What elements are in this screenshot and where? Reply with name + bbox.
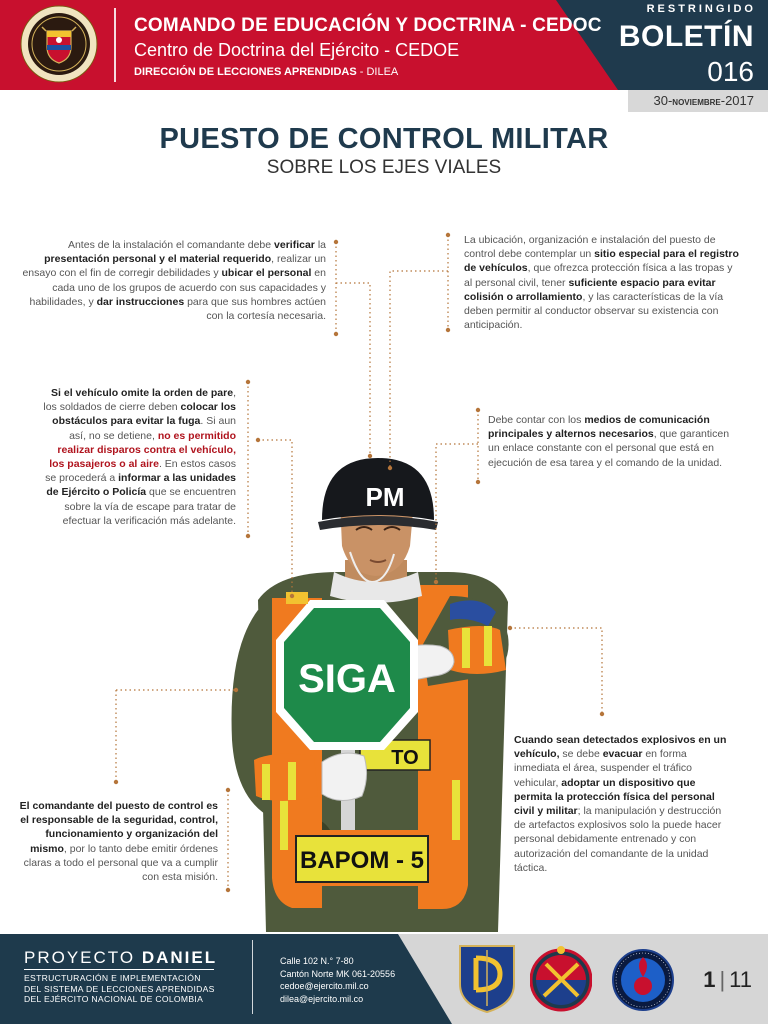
text-block-communications — [488, 413, 742, 470]
text-run: en forma inmediata el área, suspender el tráfico vehicular, — [514, 748, 693, 789]
sign-label: SIGA — [298, 657, 396, 701]
bulletin-date: 30-NOVIEMBRE-2017 — [653, 93, 754, 108]
classification-label: RESTRINGIDO — [646, 3, 756, 15]
text-run: verificar — [274, 239, 315, 251]
text-block-commander — [18, 799, 218, 884]
text-run: ubicar el personal — [221, 267, 312, 280]
text-run: adoptar un dispositivo que permita la protección física del personal civil y militar — [514, 776, 715, 818]
text-run: la — [314, 239, 326, 251]
footer-divider — [252, 940, 253, 1014]
email-link-dilea[interactable]: dilea@ejercito.mil.co — [280, 993, 364, 1004]
text-block-verification — [14, 238, 326, 323]
text-run: . En estos casos se procederá a — [45, 458, 236, 485]
text-run: Cuando sean detectados explosivos en un vehículo, — [514, 734, 727, 761]
header-title: COMANDO DE EDUCACIÓN Y DOCTRINA - CEDOC — [134, 15, 602, 36]
text-run: , realizar un ensayo con el fin de corregir debilidades y — [22, 253, 326, 280]
text-run: evacuar — [602, 748, 643, 761]
text-run: se debe — [559, 748, 603, 761]
text-run: colocar los obstáculos para evitar la fuga — [52, 401, 236, 428]
page-number: 1 | 11 — [703, 967, 752, 992]
text-run: ; la manipulación y destrucción de artefactos explosivos solo la puede hacer personal debidamente entrenado y con autorización del comandante de la unidad táctica. — [514, 805, 722, 874]
cedoe-emblem-icon — [530, 942, 592, 1014]
project-underline — [24, 969, 214, 970]
text-run: dar instrucciones — [96, 295, 185, 308]
text-run: El comandante del puesto de control es el responsable de la seguridad, control, funcionamiento y organización del mismo — [19, 800, 218, 855]
text-run: , que garanticen un enlace constante con el personal que está en ejecución de esa tarea y el comando de la unidad. — [488, 428, 730, 469]
text-run: no es permitido realizar disparos contra el vehículo, los pasajeros o al aire — [49, 429, 236, 471]
bulletin-label: BOLETÍN — [618, 20, 754, 53]
page-subtitle: SOBRE LOS EJES VIALES — [266, 157, 502, 178]
helmet-label: PM — [365, 482, 405, 512]
text-run: en cada uno de los grupos de acuerdo con sus capacidades y habilidades, y — [29, 267, 326, 308]
text-run: informar a las unidades de Ejército o Policía — [46, 472, 236, 499]
cedoc-shield-emblem-icon — [456, 942, 518, 1014]
text-block-vehicle-escape — [40, 386, 236, 528]
text-run: sitio especial para el registro de vehículos — [464, 248, 739, 275]
text-run: , que ofrezca protección física a las tropas y al personal civil, tener — [464, 262, 733, 289]
text-run: . Si aun así, no se detiene, — [69, 415, 236, 442]
text-run: que se encuentren sobre la vía de escape para tratar de efectuar la verificación más adelante. — [62, 486, 236, 527]
text-run: suficiente espacio para evitar colisión o arrollamiento — [464, 276, 716, 303]
text-run: para que sus hombres actúen con la cortesía necesaria. — [184, 295, 326, 323]
text-run: Antes de la instalación el comandante debe — [67, 239, 275, 251]
text-run: Si el vehículo omite la orden de pare — [51, 387, 234, 399]
project-description: ESTRUCTURACIÓN E IMPLEMENTACIÓN DEL SISTEMA DE LECCIONES APRENDIDAS DEL EJÉRCITO NACIONAL DE COLOMBIA — [24, 973, 215, 1004]
page-title: PUESTO DE CONTROL MILITAR — [159, 123, 609, 155]
text-block-location — [464, 233, 742, 332]
text-run: , y las características de la vía deben permitir al conductor observar su existencia con anticipación. — [464, 290, 724, 332]
project-name: PROYECTO DANIEL — [24, 948, 218, 967]
bulletin-number: 016 — [707, 56, 754, 87]
vest-label: BAPOM - 5 — [299, 847, 425, 874]
vest-partial-label: TO — [391, 747, 419, 769]
text-run: presentación personal y el material requerido — [44, 253, 272, 266]
dilea-emblem-icon — [612, 942, 674, 1014]
text-run: , por lo tanto debe emitir órdenes claras a todo el personal que va a cumplir con esta misión. — [23, 842, 218, 884]
header-direction: DIRECCIÓN DE LECCIONES APRENDIDAS - DILEA — [134, 66, 399, 78]
text-run: medios de comunicación principales y alternos necesarios — [488, 414, 710, 441]
text-run: , los soldados de cierre deben — [43, 387, 236, 414]
email-link-cedoe[interactable]: cedoe@ejercito.mil.co — [280, 981, 369, 991]
text-block-explosives — [514, 733, 730, 875]
text-run: La ubicación, organización e instalación del puesto de control debe contemplar un — [464, 234, 716, 261]
contact-address: Calle 102 N.° 7-80 Cantón Norte MK 061-20556 cedoe@ejercito.mil.co dilea@ejercito.mil.co — [280, 956, 396, 1004]
header-subtitle: Centro de Doctrina del Ejército - CEDOE — [134, 40, 460, 60]
text-run: Debe contar con los — [488, 414, 585, 426]
